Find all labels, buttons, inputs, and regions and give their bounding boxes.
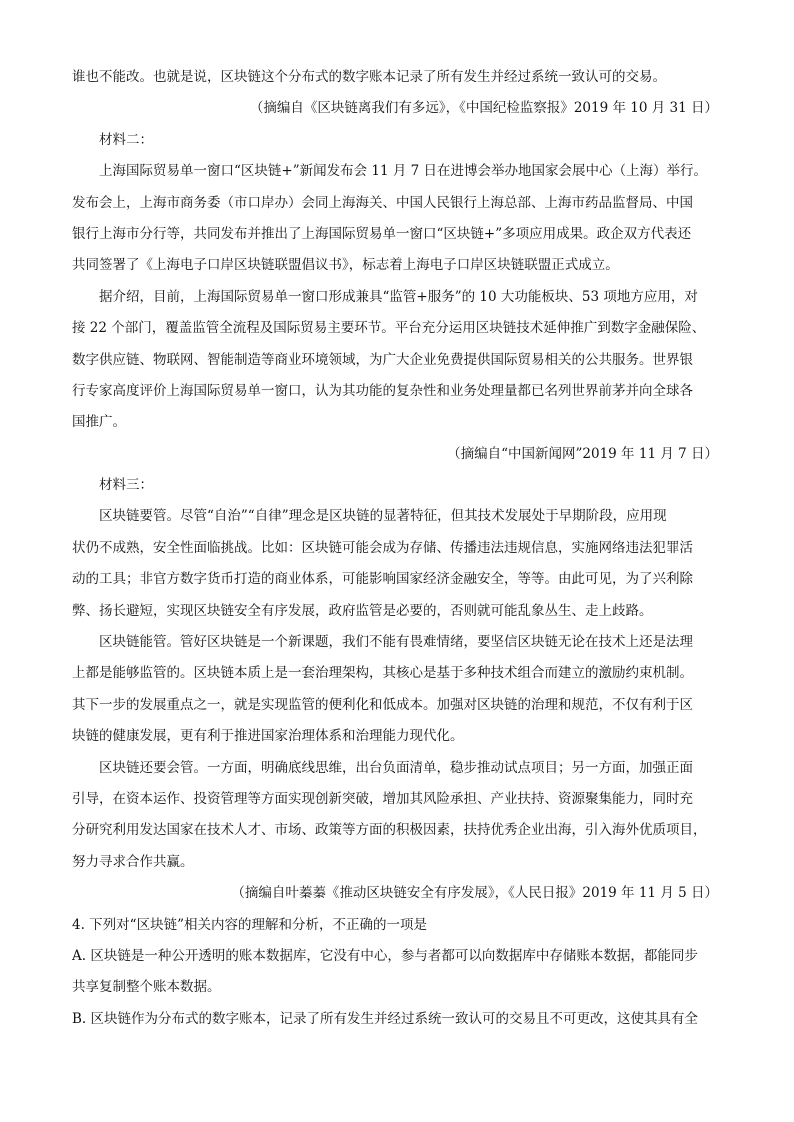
body-line: 行专家高度评价上海国际贸易单一窗口，认为其功能的复杂性和业务处理量都已名列世界前茅并向全球各 bbox=[72, 382, 693, 399]
body-line: 发布会上，上海市商务委（市口岸办）会同上海海关、中国人民银行上海总部、上海市药品监督局、中国 bbox=[72, 194, 693, 211]
body-line: 上都是能够监管的。区块链本质上是一套治理架构，其核心是基于多种技术组合而建立的激励约束机制。 bbox=[72, 665, 693, 682]
body-line: 谁也不能改。也就是说，区块链这个分布式的数字账本记录了所有发生并经过系统一致认可的交易。 bbox=[72, 69, 666, 85]
question-stem: 4. 下列对“区块链”相关内容的理解和分析，不正确的一项是 bbox=[72, 916, 427, 933]
body-line: 银行上海市分行等，共同发布并推出了上海国际贸易单一窗口“区块链+”多项应用成果。政企双方代表还 bbox=[72, 225, 692, 242]
body-line: 区块链能管。管好区块链是一个新课题，我们不能有畏难情绪，要坚信区块链无论在技术上还是法理 bbox=[99, 634, 693, 651]
body-line: 区块链还要会管。一方面，明确底线思维，出台负面清单，稳步推动试点项目；另一方面，加强正面 bbox=[99, 759, 693, 776]
body-line: 共同签署了《上海电子口岸区块链联盟倡议书》，标志着上海电子口岸区块链联盟正式成立。 bbox=[72, 257, 619, 274]
body-line: 接 22 个部门，覆盖监管全流程及国际贸易主要环节。平台充分运用区块链技术延伸推广到数字金融保险、 bbox=[72, 320, 706, 337]
body-line: 据介绍，目前，上海国际贸易单一窗口形成兼具“监管+服务”的 10 大功能板块、53 项地方应用，对 bbox=[99, 288, 698, 305]
source-citation: （摘编自叶蓁蓁《推动区块链安全有序发展》，《人民日报》2019 年 11 月 5 日） bbox=[231, 885, 718, 902]
body-line: 区块链要管。尽管“自治”“自律”理念是区块链的显著特征，但其技术发展处于早期阶段，应用现 bbox=[99, 508, 667, 525]
section-heading: 材料三： bbox=[99, 477, 153, 494]
body-line: 块链的健康发展，更有利于推进国家治理体系和治理能力现代化。 bbox=[72, 728, 464, 745]
body-line: 弊、扬长避短，实现区块链安全有序发展，政府监管是必要的，否则就可能乱象丛生、走上歧路。 bbox=[72, 602, 653, 619]
body-line: 分研究利用发达国家在技术人才、市场、政策等方面的积极因素，扶持优秀企业出海，引入海外优质项目， bbox=[72, 822, 707, 839]
section-heading: 材料二： bbox=[99, 131, 153, 148]
body-line: 数字供应链、物联网、智能制造等商业环境领域，为广大企业免费提供国际贸易相关的公共服务。世界银 bbox=[72, 351, 693, 368]
body-line: 动的工具；非官方数字货币打造的商业体系，可能影响国家经济金融安全，等等。由此可见，为了兴利除 bbox=[72, 571, 693, 588]
source-citation: （摘编自《区块链离我们有多远》，《中国纪检监察报》2019 年 10 月 31 日） bbox=[249, 100, 718, 117]
body-line: 努力寻求合作共赢。 bbox=[72, 853, 194, 870]
option-a-continued: 共享复制整个账本数据。 bbox=[72, 979, 221, 996]
body-line: 上海国际贸易单一窗口“区块链+”新闻发布会 11 月 7 日在进博会举办地国家会展中心（上海）举行。 bbox=[99, 163, 708, 180]
body-line: 国推广。 bbox=[72, 414, 126, 431]
body-line: 其下一步的发展重点之一，就是实现监管的便利化和低成本。加强对区块链的治理和规范，不仅有利于区 bbox=[72, 696, 693, 713]
document-page bbox=[72, 62, 724, 1035]
body-line: 引导，在资本运作、投资管理等方面实现创新突破，增加其风险承担、产业扶持、资源聚集能力，同时充 bbox=[72, 790, 693, 807]
source-citation: （摘编自“中国新闻网”2019 年 11 月 7 日） bbox=[447, 445, 718, 462]
option-a: A. 区块链是一种公开透明的账本数据库，它没有中心，参与者都可以向数据库中存储账本数据，都能同步 bbox=[72, 947, 698, 964]
option-b: B. 区块链作为分布式的数字账本，记录了所有发生并经过系统一致认可的交易且不可更改，这使其具有全 bbox=[72, 1010, 699, 1027]
body-line: 状仍不成熟，安全性面临挑战。比如：区块链可能会成为存储、传播违法违规信息，实施网络违法犯罪活 bbox=[72, 539, 693, 556]
